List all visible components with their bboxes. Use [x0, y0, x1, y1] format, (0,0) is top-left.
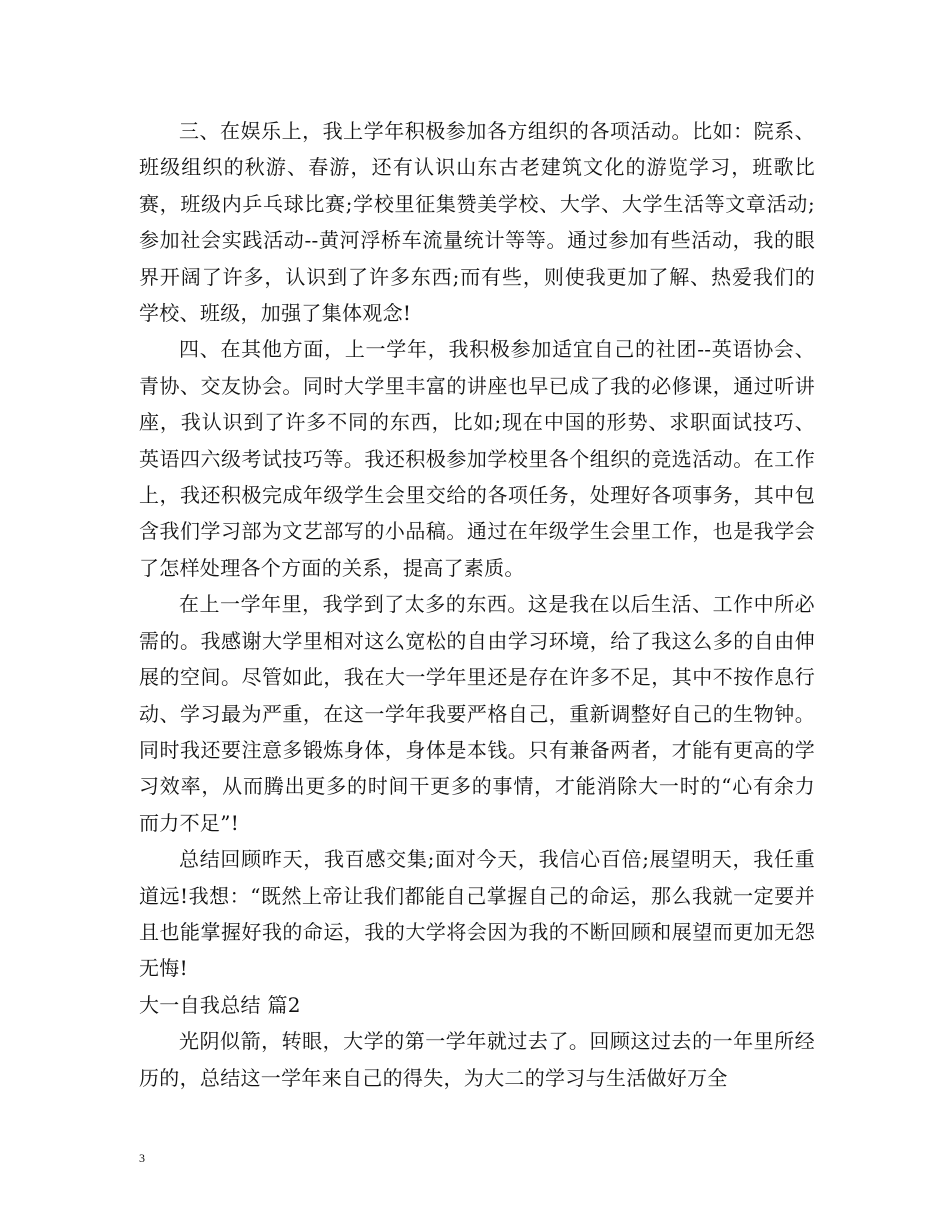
- paragraph-other-aspects: 四、在其他方面，上一学年，我积极参加适宜自己的社团--英语协会、青协、交友协会。同时大学里丰富的讲座也早已成了我的必修课，通过听讲座，我认识到了许多不同的东西，比如;现在中国的形势、求职面试技巧、英语四六级考试技巧等。我还积极参加学校里各个组织的竞选活动。在工作上，我还积极完成年级学生会里交给的各项任务，处理好各项事务，其中包含我们学习部为文艺部写的小品稿。通过在年级学生会里工作，也是我学会了怎样处理各个方面的关系，提高了素质。: [139, 337, 815, 580]
- paragraph-past-year: 在上一学年里，我学到了太多的东西。这是我在以后生活、工作中所必需的。我感谢大学里相对这么宽松的自由学习环境，给了我这么多的自由伸展的空间。尽管如此，我在大一学年里还是存在许多不足，其中不按作息行动、学习最为严重，在这一学年我要严格自己，重新调整好自己的生物钟。同时我还要注意多锻炼身体，身体是本钱。只有兼备两者，才能有更高的学习效率，从而腾出更多的时间干更多的事情，才能消除大一时的“心有余力而力不足”!: [139, 592, 815, 835]
- section-heading: 大一自我总结 篇2: [139, 992, 301, 1017]
- document-body: [139, 113, 815, 1096]
- page-number: 3: [139, 1151, 145, 1165]
- paragraph-entertainment: 三、在娱乐上，我上学年积极参加各方组织的各项活动。比如：院系、班级组织的秋游、春游，还有认识山东古老建筑文化的游览学习，班歌比赛，班级内乒乓球比赛;学校里征集赞美学校、大学、大学生活等文章活动;参加社会实践活动--黄河浮桥车流量统计等等。通过参加有些活动，我的眼界开阔了许多，认识到了许多东西;而有些，则使我更加了解、热爱我们的学校、班级，加强了集体观念!: [139, 119, 815, 326]
- paragraph-section-2-intro: 光阴似箭，转眼，大学的第一学年就过去了。回顾这过去的一年里所经历的，总结这一学年来自己的得失，为大二的学习与生活做好万全: [139, 1029, 815, 1090]
- paragraph-conclusion: 总结回顾昨天，我百感交集;面对今天，我信心百倍;展望明天，我任重道远!我想：“既然上帝让我们都能自己掌握自己的命运，那么我就一定要并且也能掌握好我的命运，我的大学将会因为我的不断回顾和展望而更加无怨无悔!: [139, 847, 815, 981]
